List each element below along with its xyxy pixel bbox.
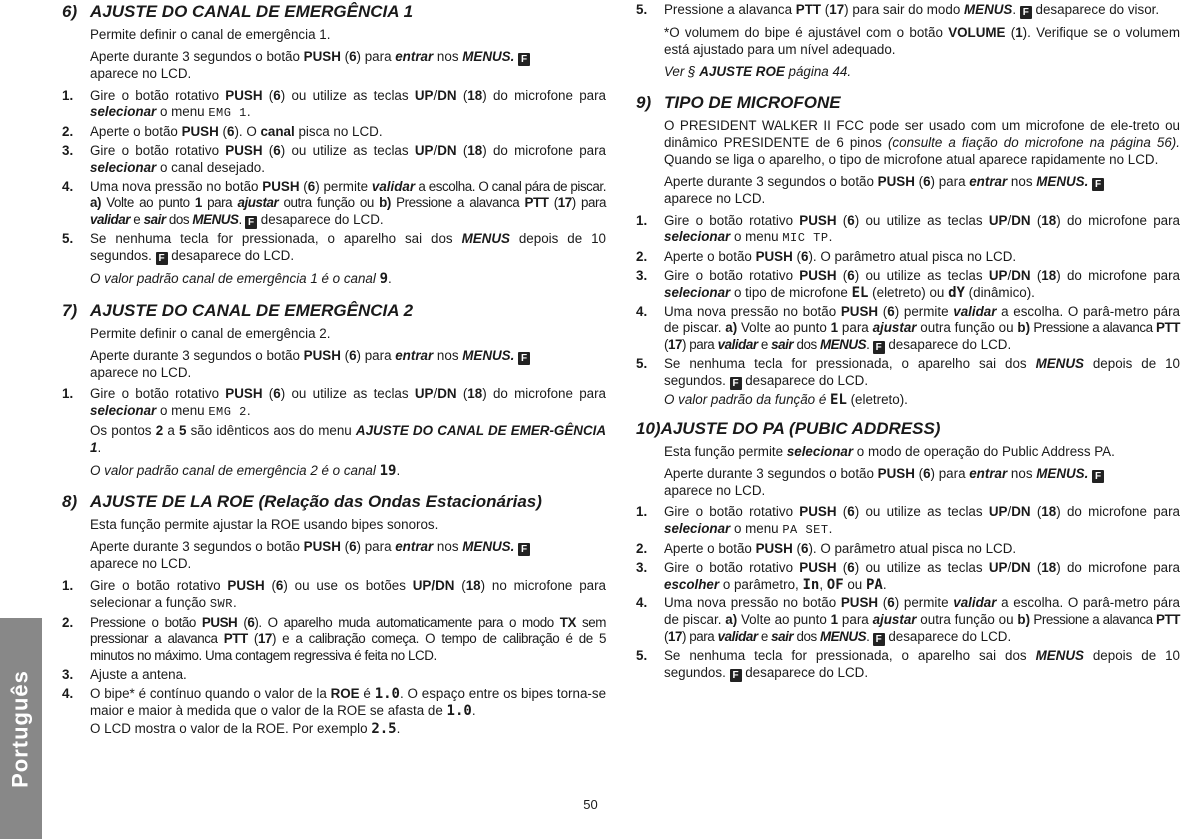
lcd-segment: 2.5 xyxy=(371,721,397,738)
section-8-enter-menu: Aperte durante 3 segundos o botão PUSH (6) para entrar nos MENUS. F aparece no LCD. xyxy=(90,539,606,573)
f-icon: F xyxy=(730,669,742,682)
section-6-intro: Permite definir o canal de emergência 1. xyxy=(90,27,331,42)
f-icon: F xyxy=(873,341,885,354)
section-10-title: 10) AJUSTE DO PA (PUBIC ADDRESS) xyxy=(636,418,941,438)
section-7-note: Os pontos 2 a 5 são idênticos aos do menu AJUSTE DO CANAL DE EMER-GÊNCIA 1. xyxy=(90,422,607,455)
section-7-step-1: 1. Gire o botão rotativo PUSH (6) ou utilize as teclas UP/DN (18) do microfone para selecionar o menu EMG 2. xyxy=(62,386,606,420)
section-9-step-3: 3. Gire o botão rotativo PUSH (6) ou utilize as teclas UP/DN (18) do microfone para selecionar o tipo de microfone EL (eletreto) ou dY (dinâmico). xyxy=(636,267,1180,301)
section-6-step-2: 2. Aperte o botão PUSH (6). O canal pisca no LCD. xyxy=(62,124,383,140)
lcd-segment: 9 xyxy=(379,270,389,287)
section-9-intro: O PRESIDENT WALKER II FCC pode ser usado com um microfone de ele-treto ou dinâmico PRESIDENTE de 6 pinos (consulte a fiação do microfone na página 56). Quando se liga o aparelho, o tipo de microfone atual aparece rapidamente no LCD. xyxy=(664,118,1180,167)
lcd-text: MIC TP xyxy=(782,231,829,246)
f-icon: F xyxy=(518,53,530,66)
section-8-step-2: 2. Pressione o botão PUSH (6). O aparelho muda automaticamente para o modo TX sem pressionar a alavanca PTT (17) e a calibração começa. O tempo de calibração é de 5 minutos no máximo. Uma contagem regressiva é feita no LCD. xyxy=(62,614,607,664)
f-icon: F xyxy=(518,543,530,556)
section-10-step-5: 5. Se nenhuma tecla for pressionada, o aparelho sai dos MENUS depois de 10 segundos. F desaparece do LCD. xyxy=(636,647,1180,681)
lcd-segment: dY xyxy=(948,284,965,301)
language-label: Português xyxy=(7,669,33,788)
f-icon: F xyxy=(245,216,257,229)
section-6-enter-menu: Aperte durante 3 segundos o botão PUSH (6) para entrar nos MENUS. F aparece no LCD. xyxy=(90,49,606,83)
section-8-step-3: 3. Ajuste a antena. xyxy=(62,666,187,682)
section-9-default: O valor padrão da função é EL (eletreto). xyxy=(664,391,908,408)
section-7-title: 7) AJUSTE DO CANAL DE EMERGÊNCIA 2 xyxy=(62,300,414,320)
section-9-title: 9) TIPO DE MICROFONE xyxy=(636,93,841,113)
section-6-step-4: 4. Uma nova pressão no botão PUSH (6) permite validar a escolha. O canal pára de piscar. a) Volte ao punto 1 para ajustar outra função ou b) Pressione a alavanca PTT (17) para validar e sair dos MENUS. F desaparece do LCD. xyxy=(62,178,607,229)
section-10-step-4: 4. Uma nova pressão no botão PUSH (6) permite validar a escolha. O parâ-metro pára de piscar. a) Volte ao punto 1 para ajustar outra função ou b) Pressione a alavanca PTT (17) para validar e sair dos MENUS. F desaparece do LCD. xyxy=(636,595,1180,645)
page-number: 50 xyxy=(583,797,598,812)
section-7-enter-menu: Aperte durante 3 segundos o botão PUSH (6) para entrar nos MENUS. F aparece no LCD. xyxy=(90,348,606,382)
section-10-enter-menu: Aperte durante 3 segundos o botão PUSH (6) para entrar nos MENUS. F aparece no LCD. xyxy=(664,466,1180,500)
section-10-intro: Esta função permite selecionar o modo de operação do Public Address PA. xyxy=(664,443,1115,459)
f-icon: F xyxy=(156,252,168,265)
volume-note: *O volumem do bipe é ajustável com o botão VOLUME (1). Verifique se o volumem está ajustado para um nível adequado. xyxy=(664,25,1180,57)
section-9-enter-menu: Aperte durante 3 segundos o botão PUSH (6) para entrar nos MENUS. F aparece no LCD. xyxy=(664,174,1180,208)
section-9-step-1: 1. Gire o botão rotativo PUSH (6) ou utilize as teclas UP/DN (18) do microfone para selecionar o menu MIC TP. xyxy=(636,212,1180,246)
lcd-segment: In xyxy=(802,576,820,593)
f-icon: F xyxy=(1092,178,1104,191)
f-icon: F xyxy=(1092,470,1104,483)
lcd-segment: 1.0 xyxy=(374,685,400,702)
see-reference: Ver § AJUSTE ROE página 44. xyxy=(664,63,852,79)
section-9-step-5: 5. Se nenhuma tecla for pressionada, o aparelho sai dos MENUS depois de 10 segundos. F desaparece do LCD. xyxy=(636,356,1180,389)
section-7-intro: Permite definir o canal de emergência 2. xyxy=(90,325,331,341)
roe-step-5: 5. Pressione a alavanca PTT (17) para sair do modo MENUS. F desaparece do visor. xyxy=(636,2,1160,18)
section-6-default: O valor padrão canal de emergência 1 é o canal 9. xyxy=(90,270,392,287)
section-9-step-2: 2. Aperte o botão PUSH (6). O parâmetro atual pisca no LCD. xyxy=(636,249,1017,265)
lcd-text: SWR xyxy=(209,596,233,611)
lcd-text: EMG 2 xyxy=(208,405,247,420)
f-icon: F xyxy=(1020,6,1032,19)
lcd-segment: OF xyxy=(826,576,844,593)
section-9-step-4: 4. Uma nova pressão no botão PUSH (6) permite validar a escolha. O parâ-metro pára de piscar. a) Volte ao punto 1 para ajustar outra função ou b) Pressione a alavanca PTT (17) para validar e sair dos MENUS. F desaparece do LCD. xyxy=(636,303,1180,354)
f-icon: F xyxy=(730,377,742,390)
section-8-step-4: 4. O bipe* é contínuo quando o valor de la ROE é 1.0. O espaço entre os bipes torna-se maior e maior à medida que o valor de la ROE se afasta de 1.0. xyxy=(62,685,607,719)
left-column xyxy=(62,2,606,740)
right-column xyxy=(636,2,1180,684)
lcd-segment: PA xyxy=(865,576,883,593)
lcd-segment: EL xyxy=(830,391,847,408)
f-icon: F xyxy=(518,352,530,365)
lcd-text: EMG 1 xyxy=(208,106,247,121)
lcd-segment: 1.0 xyxy=(446,702,472,719)
lcd-segment: 19 xyxy=(379,462,397,479)
section-10-step-1: 1. Gire o botão rotativo PUSH (6) ou utilize as teclas UP/DN (18) do microfone para selecionar o menu PA SET. xyxy=(636,504,1180,538)
section-10-step-2: 2. Aperte o botão PUSH (6). O parâmetro atual pisca no LCD. xyxy=(636,540,1017,556)
section-8-note: O LCD mostra o valor de la ROE. Por exemplo 2.5. xyxy=(90,721,401,738)
section-8-step-1: 1. Gire o botão rotativo PUSH (6) ou use os botões UP/DN (18) no microfone para selecionar a função SWR. xyxy=(62,577,606,611)
lcd-segment: EL xyxy=(851,284,869,301)
section-6-step-5: 5. Se nenhuma tecla for pressionada, o aparelho sai dos MENUS depois de 10 segundos. F desaparece do LCD. xyxy=(62,231,606,264)
section-10-step-3: 3. Gire o botão rotativo PUSH (6) ou utilize as teclas UP/DN (18) do microfone para escolher o parâmetro, In, OF ou PA. xyxy=(636,559,1180,593)
section-8-intro: Esta função permite ajustar la ROE usando bipes sonoros. xyxy=(90,517,439,533)
lcd-text: PA SET xyxy=(782,523,829,538)
section-6-title: 6) AJUSTE DO CANAL DE EMERGÊNCIA 1 xyxy=(62,2,414,21)
section-7-default: O valor padrão canal de emergência 2 é o canal 19. xyxy=(90,462,401,479)
section-6-step-3: 3. Gire o botão rotativo PUSH (6) ou utilize as teclas UP/DN (18) do microfone para selecionar o canal desejado. xyxy=(62,142,606,175)
section-8-title: 8) AJUSTE DE LA ROE (Relação das Ondas Estacionárias) xyxy=(62,492,542,512)
f-icon: F xyxy=(873,633,885,646)
section-6-step-1: 1. Gire o botão rotativo PUSH (6) ou utilize as teclas UP/DN (18) do microfone para selecionar o menu EMG 1. xyxy=(62,87,606,121)
